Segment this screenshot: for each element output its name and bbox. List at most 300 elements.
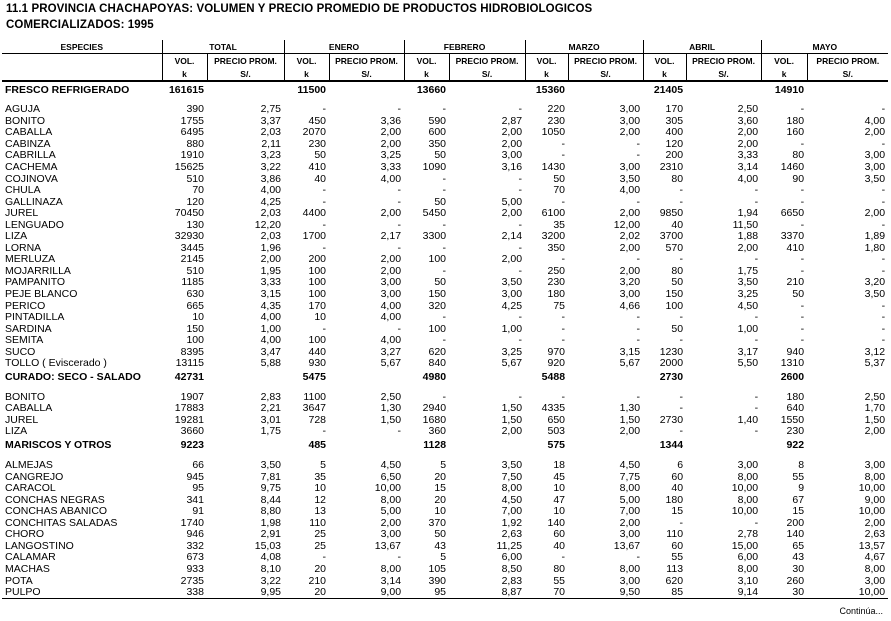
precio-cell: - — [397, 552, 402, 564]
precio-cell: 6,00 — [501, 552, 523, 564]
table-row — [2, 564, 888, 576]
precio-cell: 4,50 — [380, 459, 402, 472]
vol-cell: 100 — [186, 334, 204, 347]
vol-cell: - — [800, 138, 805, 150]
section-total-cell: 5475 — [302, 371, 327, 384]
vol-cell: 50 — [314, 150, 327, 162]
vol-cell: 10 — [434, 505, 447, 518]
vol-cell: 130 — [186, 219, 204, 231]
vol-cell: - — [561, 254, 566, 266]
vol-cell: - — [561, 311, 566, 324]
vol-cell: - — [679, 403, 684, 415]
section-total-cell: 2730 — [659, 371, 684, 384]
vol-cell: 590 — [428, 115, 447, 127]
vol-cell: 338 — [186, 586, 204, 599]
data-table — [2, 40, 888, 613]
vol-cell: 50 — [434, 150, 447, 162]
vol-cell: - — [442, 334, 447, 347]
vol-cell: 332 — [186, 540, 204, 552]
vol-cell: - — [442, 242, 447, 254]
table-row — [2, 104, 888, 116]
precio-cell: 4,35 — [260, 300, 282, 312]
vol-cell: 230 — [786, 426, 805, 438]
precio-unit-header: S/. — [329, 67, 404, 81]
precio-cell: 2,00 — [619, 207, 641, 220]
precio-cell: 3,33 — [380, 161, 402, 173]
precio-cell: 1,30 — [619, 403, 641, 415]
vol-cell: 160 — [786, 127, 805, 139]
species-name: CHORO — [5, 529, 45, 541]
vol-cell: 1680 — [422, 414, 447, 426]
vol-cell: 180 — [547, 288, 566, 301]
vol-cell: 250 — [547, 265, 566, 277]
vol-cell: 80 — [792, 150, 805, 162]
species-header-spacer — [2, 67, 162, 81]
vol-cell: 350 — [428, 138, 447, 150]
precio-cell: 4,25 — [260, 196, 282, 208]
vol-cell: 170 — [665, 104, 684, 116]
precio-cell: - — [754, 311, 759, 324]
vol-cell: 91 — [192, 505, 204, 518]
precio-cell: 3,00 — [380, 288, 402, 301]
vol-cell: 80 — [671, 173, 684, 185]
vol-cell: 933 — [186, 563, 204, 575]
vol-cell: 570 — [665, 242, 684, 254]
precio-cell: - — [397, 323, 402, 335]
precio-cell: - — [518, 184, 523, 197]
precio-cell: 10,00 — [858, 505, 886, 518]
vol-cell: 35 — [314, 471, 327, 483]
precio-cell: 2,03 — [260, 231, 282, 243]
vol-cell: - — [561, 323, 566, 335]
section-total-cell: 42731 — [174, 371, 204, 384]
section-total-cell — [807, 438, 888, 454]
table-row — [2, 506, 888, 518]
vol-unit-header: k — [525, 67, 568, 81]
vol-cell: 70 — [553, 184, 566, 197]
table-row — [2, 289, 888, 301]
precio-cell: 4,50 — [501, 494, 523, 506]
table-row — [2, 335, 888, 347]
table-row — [2, 277, 888, 289]
precio-cell: 1,89 — [864, 231, 886, 243]
precio-cell: 3,37 — [260, 115, 282, 127]
table-row — [2, 346, 888, 358]
section-row — [2, 81, 888, 98]
vol-cell: - — [679, 426, 684, 438]
precio-cell: - — [754, 517, 759, 529]
vol-cell: 45 — [553, 471, 566, 483]
vol-cell: 440 — [308, 346, 327, 358]
section-total-cell: 2600 — [780, 371, 805, 384]
vol-cell: 55 — [553, 575, 566, 587]
precio-cell: 1,50 — [619, 414, 641, 426]
precio-cell: 2,00 — [501, 254, 523, 266]
precio-cell: 3,14 — [380, 575, 402, 587]
vol-cell: 230 — [547, 277, 566, 289]
precio-cell: 4,00 — [380, 311, 402, 324]
precio-cell: - — [636, 150, 641, 162]
vol-cell: 210 — [786, 277, 805, 289]
vol-cell: 1185 — [181, 277, 204, 289]
vol-cell: - — [800, 254, 805, 266]
vol-cell: 105 — [428, 563, 447, 575]
vol-cell: 30 — [792, 586, 805, 599]
precio-cell: 3,00 — [619, 529, 641, 541]
precio-cell: 5,00 — [619, 494, 641, 506]
vol-unit-header: k — [404, 67, 449, 81]
species-name: CABALLA — [5, 127, 53, 139]
precio-cell: - — [518, 334, 523, 347]
precio-cell: 10,00 — [374, 482, 402, 495]
vol-cell: - — [442, 219, 447, 231]
species-name: SUCO — [5, 346, 36, 358]
precio-cell: 2,03 — [260, 207, 282, 220]
species-name: LORNA — [5, 242, 42, 254]
precio-cell: 3,17 — [737, 346, 759, 358]
table-row — [2, 312, 888, 324]
table-row — [2, 358, 888, 370]
vol-cell: 180 — [665, 494, 684, 506]
precio-cell: 10,00 — [858, 482, 886, 495]
precio-cell: 7,00 — [501, 505, 523, 518]
vol-cell: 100 — [308, 265, 327, 277]
vol-header: VOL. — [284, 54, 329, 68]
precio-cell: 3,50 — [501, 459, 523, 472]
table-row — [2, 231, 888, 243]
table-row — [2, 300, 888, 312]
species-name: SEMITA — [5, 334, 44, 347]
vol-cell: 945 — [186, 471, 204, 483]
vol-cell: 17883 — [174, 403, 204, 415]
species-name: SARDINA — [5, 323, 52, 335]
vol-cell: - — [322, 323, 327, 335]
section-total-cell — [329, 438, 404, 454]
vol-cell: 620 — [665, 575, 684, 587]
table-row — [2, 323, 888, 335]
precio-cell: 2,63 — [864, 529, 886, 541]
precio-cell: - — [518, 391, 523, 403]
precio-cell: 2,50 — [864, 391, 886, 403]
vol-cell: 840 — [428, 358, 447, 370]
vol-cell: 12 — [314, 494, 327, 506]
vol-cell: 15 — [434, 482, 447, 495]
species-name: GALLINAZA — [5, 196, 63, 208]
precio-cell: 3,50 — [864, 173, 886, 185]
vol-cell: - — [561, 150, 566, 162]
vol-cell: 1755 — [180, 115, 204, 127]
species-name: JUREL — [5, 414, 39, 426]
species-name: CACHEMA — [5, 161, 58, 173]
vol-cell: 650 — [547, 414, 566, 426]
precio-cell: - — [636, 552, 641, 564]
precio-cell: 1,80 — [864, 242, 886, 254]
precio-cell: 4,50 — [737, 300, 759, 312]
precio-cell: 2,00 — [864, 517, 886, 529]
species-header-spacer — [2, 54, 162, 68]
section-total-cell — [329, 370, 404, 386]
precio-cell: 8,00 — [380, 563, 402, 575]
vol-cell: 50 — [671, 323, 684, 335]
precio-cell: 8,50 — [501, 563, 523, 575]
table-row — [2, 219, 888, 231]
precio-cell: 2,00 — [501, 207, 523, 220]
precio-cell: 2,00 — [380, 127, 402, 139]
precio-cell: - — [636, 311, 641, 324]
vol-cell: 880 — [186, 138, 204, 150]
precio-cell: 3,14 — [737, 161, 759, 173]
vol-cell: 2310 — [659, 161, 684, 173]
precio-cell: 2,00 — [737, 127, 759, 139]
vol-cell: 100 — [308, 277, 327, 289]
precio-cell: 3,00 — [737, 459, 759, 472]
table-row — [2, 254, 888, 266]
precio-cell: - — [881, 323, 886, 335]
vol-cell: - — [322, 219, 327, 231]
vol-cell: 110 — [309, 517, 327, 529]
precio-cell: 1,94 — [737, 207, 759, 220]
precio-cell: 3,50 — [737, 277, 759, 289]
vol-cell: 120 — [186, 196, 204, 208]
precio-cell: 2,75 — [260, 104, 282, 116]
species-name: LENGUADO — [5, 219, 64, 231]
table-row — [2, 150, 888, 162]
table-row — [2, 426, 888, 438]
section-label: CURADO: SECO - SALADO — [5, 371, 141, 384]
precio-header: PRECIO PROM. — [807, 54, 888, 68]
vol-cell: 360 — [428, 426, 447, 438]
species-name: CABINZA — [5, 138, 51, 150]
precio-cell: 2,00 — [619, 127, 641, 139]
precio-cell: 3,15 — [619, 346, 641, 358]
vol-cell: 20 — [314, 586, 327, 599]
vol-cell: 2145 — [180, 254, 204, 266]
precio-cell: 2,00 — [501, 138, 523, 150]
vol-header: VOL. — [162, 54, 207, 68]
vol-cell: - — [322, 196, 327, 208]
vol-cell: 13115 — [175, 358, 204, 370]
section-total-cell — [568, 370, 643, 386]
precio-cell: 2,02 — [619, 231, 641, 243]
vol-cell: 6495 — [180, 127, 204, 139]
precio-cell: - — [397, 219, 402, 231]
vol-cell: 66 — [192, 459, 204, 472]
vol-cell: 5 — [320, 459, 327, 472]
precio-cell: - — [754, 391, 759, 403]
precio-cell: 6,00 — [737, 552, 759, 564]
precio-cell: 2,00 — [380, 265, 402, 277]
vol-cell: 1230 — [659, 346, 684, 358]
vol-cell: 140 — [547, 517, 566, 529]
group-header: ENERO — [284, 40, 404, 54]
precio-cell: 2,63 — [501, 529, 523, 541]
precio-cell: 8,00 — [380, 494, 402, 506]
precio-cell: 1,00 — [501, 323, 523, 335]
group-header: MAYO — [761, 40, 888, 54]
precio-cell: 3,00 — [380, 529, 402, 541]
vol-cell: 350 — [547, 242, 566, 254]
vol-cell: 9850 — [659, 207, 684, 220]
vol-cell: 946 — [186, 529, 204, 541]
precio-cell: 3,23 — [260, 150, 282, 162]
vol-cell: 673 — [186, 552, 204, 564]
vol-cell: 100 — [308, 334, 327, 347]
vol-cell: 180 — [786, 115, 805, 127]
vol-cell: 85 — [671, 586, 684, 599]
vol-cell: 60 — [671, 540, 684, 552]
species-name: MERLUZA — [5, 254, 56, 266]
vol-cell: 410 — [308, 161, 327, 173]
vol-cell: 140 — [786, 529, 805, 541]
precio-cell: - — [881, 138, 886, 150]
precio-cell: 3,33 — [260, 277, 282, 289]
species-name: BONITO — [5, 391, 46, 403]
vol-cell: - — [322, 184, 327, 197]
vol-cell: 100 — [428, 254, 447, 266]
vol-cell: 3200 — [541, 231, 566, 243]
vol-cell: 43 — [792, 552, 805, 564]
precio-cell: - — [881, 184, 886, 197]
species-name: LANGOSTINO — [5, 540, 74, 552]
vol-cell: 5 — [440, 552, 447, 564]
precio-cell: 2,50 — [737, 104, 759, 116]
species-name: TOLLO ( Eviscerado ) — [5, 358, 107, 370]
precio-cell: 12,20 — [254, 219, 282, 231]
vol-cell: 113 — [666, 563, 684, 575]
vol-cell: 15625 — [174, 161, 204, 173]
vol-cell: 15 — [671, 505, 684, 518]
precio-cell: 3,22 — [260, 575, 282, 587]
table-row — [2, 552, 888, 564]
section-total-cell: 15360 — [525, 81, 568, 98]
vol-cell: 55 — [792, 471, 805, 483]
precio-cell: 2,00 — [619, 426, 641, 438]
precio-cell: 3,00 — [864, 161, 886, 173]
precio-cell: 10,00 — [731, 482, 759, 495]
vol-cell: 260 — [786, 575, 805, 587]
precio-header: PRECIO PROM. — [686, 54, 761, 68]
precio-cell: 1,96 — [260, 242, 282, 254]
precio-cell: 4,00 — [380, 173, 402, 185]
precio-cell: 2,00 — [501, 127, 523, 139]
precio-cell: - — [397, 242, 402, 254]
precio-cell: 8,00 — [619, 482, 641, 495]
precio-cell: 9,14 — [737, 586, 759, 599]
species-name: MACHAS — [5, 563, 50, 575]
precio-cell: 7,50 — [501, 471, 523, 483]
vol-cell: 20 — [314, 563, 327, 575]
species-name: AGUJA — [5, 104, 41, 116]
vol-cell: 70450 — [174, 207, 204, 220]
section-total-cell: 1344 — [659, 439, 684, 452]
vol-cell: 10 — [314, 482, 327, 495]
precio-cell: - — [881, 334, 886, 347]
species-name: ALMEJAS — [5, 459, 53, 472]
species-name: CONCHAS NEGRAS — [5, 494, 105, 506]
group-header: FEBRERO — [404, 40, 525, 54]
species-name: CONCHITAS SALADAS — [5, 517, 118, 529]
species-name: CHULA — [5, 184, 41, 197]
vol-cell: 150 — [428, 288, 447, 301]
precio-cell: 8,00 — [737, 471, 759, 483]
precio-cell: 2,00 — [501, 426, 523, 438]
vol-cell: - — [800, 219, 805, 231]
vol-cell: 930 — [308, 358, 327, 370]
species-name: POTA — [5, 575, 33, 587]
precio-cell: 7,81 — [260, 471, 282, 483]
precio-unit-header: S/. — [568, 67, 643, 81]
precio-cell: - — [518, 311, 523, 324]
continua-note: Continúa... — [839, 606, 883, 616]
species-name: CARACOL — [5, 482, 56, 495]
precio-cell: 12,00 — [613, 219, 641, 231]
table-row — [2, 494, 888, 506]
vol-unit-header: k — [284, 67, 329, 81]
vol-cell: 1910 — [180, 150, 204, 162]
precio-cell: 9,00 — [380, 586, 402, 599]
precio-cell: 2,00 — [619, 517, 641, 529]
vol-cell: 95 — [192, 482, 204, 495]
precio-cell: - — [636, 391, 641, 403]
vol-cell: 1907 — [180, 391, 204, 403]
precio-cell: - — [397, 196, 402, 208]
section-label: MARISCOS Y OTROS — [5, 439, 112, 452]
vol-cell: 50 — [553, 173, 566, 185]
precio-cell: 1,75 — [737, 265, 759, 277]
vol-cell: 1100 — [303, 391, 327, 403]
vol-cell: 80 — [671, 265, 684, 277]
precio-cell: - — [636, 323, 641, 335]
species-name: PINTADILLA — [5, 311, 65, 324]
precio-cell: - — [636, 334, 641, 347]
species-name: JUREL — [5, 207, 39, 220]
precio-cell: 8,00 — [864, 471, 886, 483]
section-row — [2, 370, 888, 386]
vol-header: VOL. — [525, 54, 568, 68]
precio-cell: 2,00 — [737, 242, 759, 254]
precio-cell: 5,00 — [380, 505, 402, 518]
vol-cell: 200 — [786, 517, 805, 529]
section-total-cell: 161615 — [162, 81, 207, 98]
precio-cell: 5,67 — [501, 358, 523, 370]
section-total-cell: 1128 — [423, 439, 447, 452]
group-header: ABRIL — [643, 40, 761, 54]
vol-cell: 6100 — [541, 207, 566, 220]
vol-cell: 100 — [428, 323, 447, 335]
precio-cell: 1,92 — [501, 517, 523, 529]
precio-unit-header: S/. — [807, 67, 888, 81]
precio-cell: - — [754, 403, 759, 415]
vol-cell: 200 — [665, 150, 684, 162]
precio-unit-header: S/. — [449, 67, 525, 81]
vol-cell: 25 — [314, 529, 327, 541]
section-total-cell: 485 — [308, 439, 327, 452]
vol-cell: - — [442, 104, 447, 116]
precio-cell: 4,66 — [619, 300, 641, 312]
precio-cell: 2,00 — [619, 242, 641, 254]
precio-cell: - — [754, 184, 759, 197]
precio-cell: - — [881, 265, 886, 277]
species-name: LIZA — [5, 426, 28, 438]
precio-cell: 3,25 — [737, 288, 759, 301]
vol-cell: 2735 — [180, 575, 204, 587]
table-row — [2, 575, 888, 587]
vol-cell: 2940 — [422, 403, 447, 415]
precio-cell: 1,70 — [864, 403, 886, 415]
precio-header: PRECIO PROM. — [329, 54, 404, 68]
vol-cell: 150 — [186, 323, 204, 335]
precio-cell: 3,25 — [501, 346, 523, 358]
